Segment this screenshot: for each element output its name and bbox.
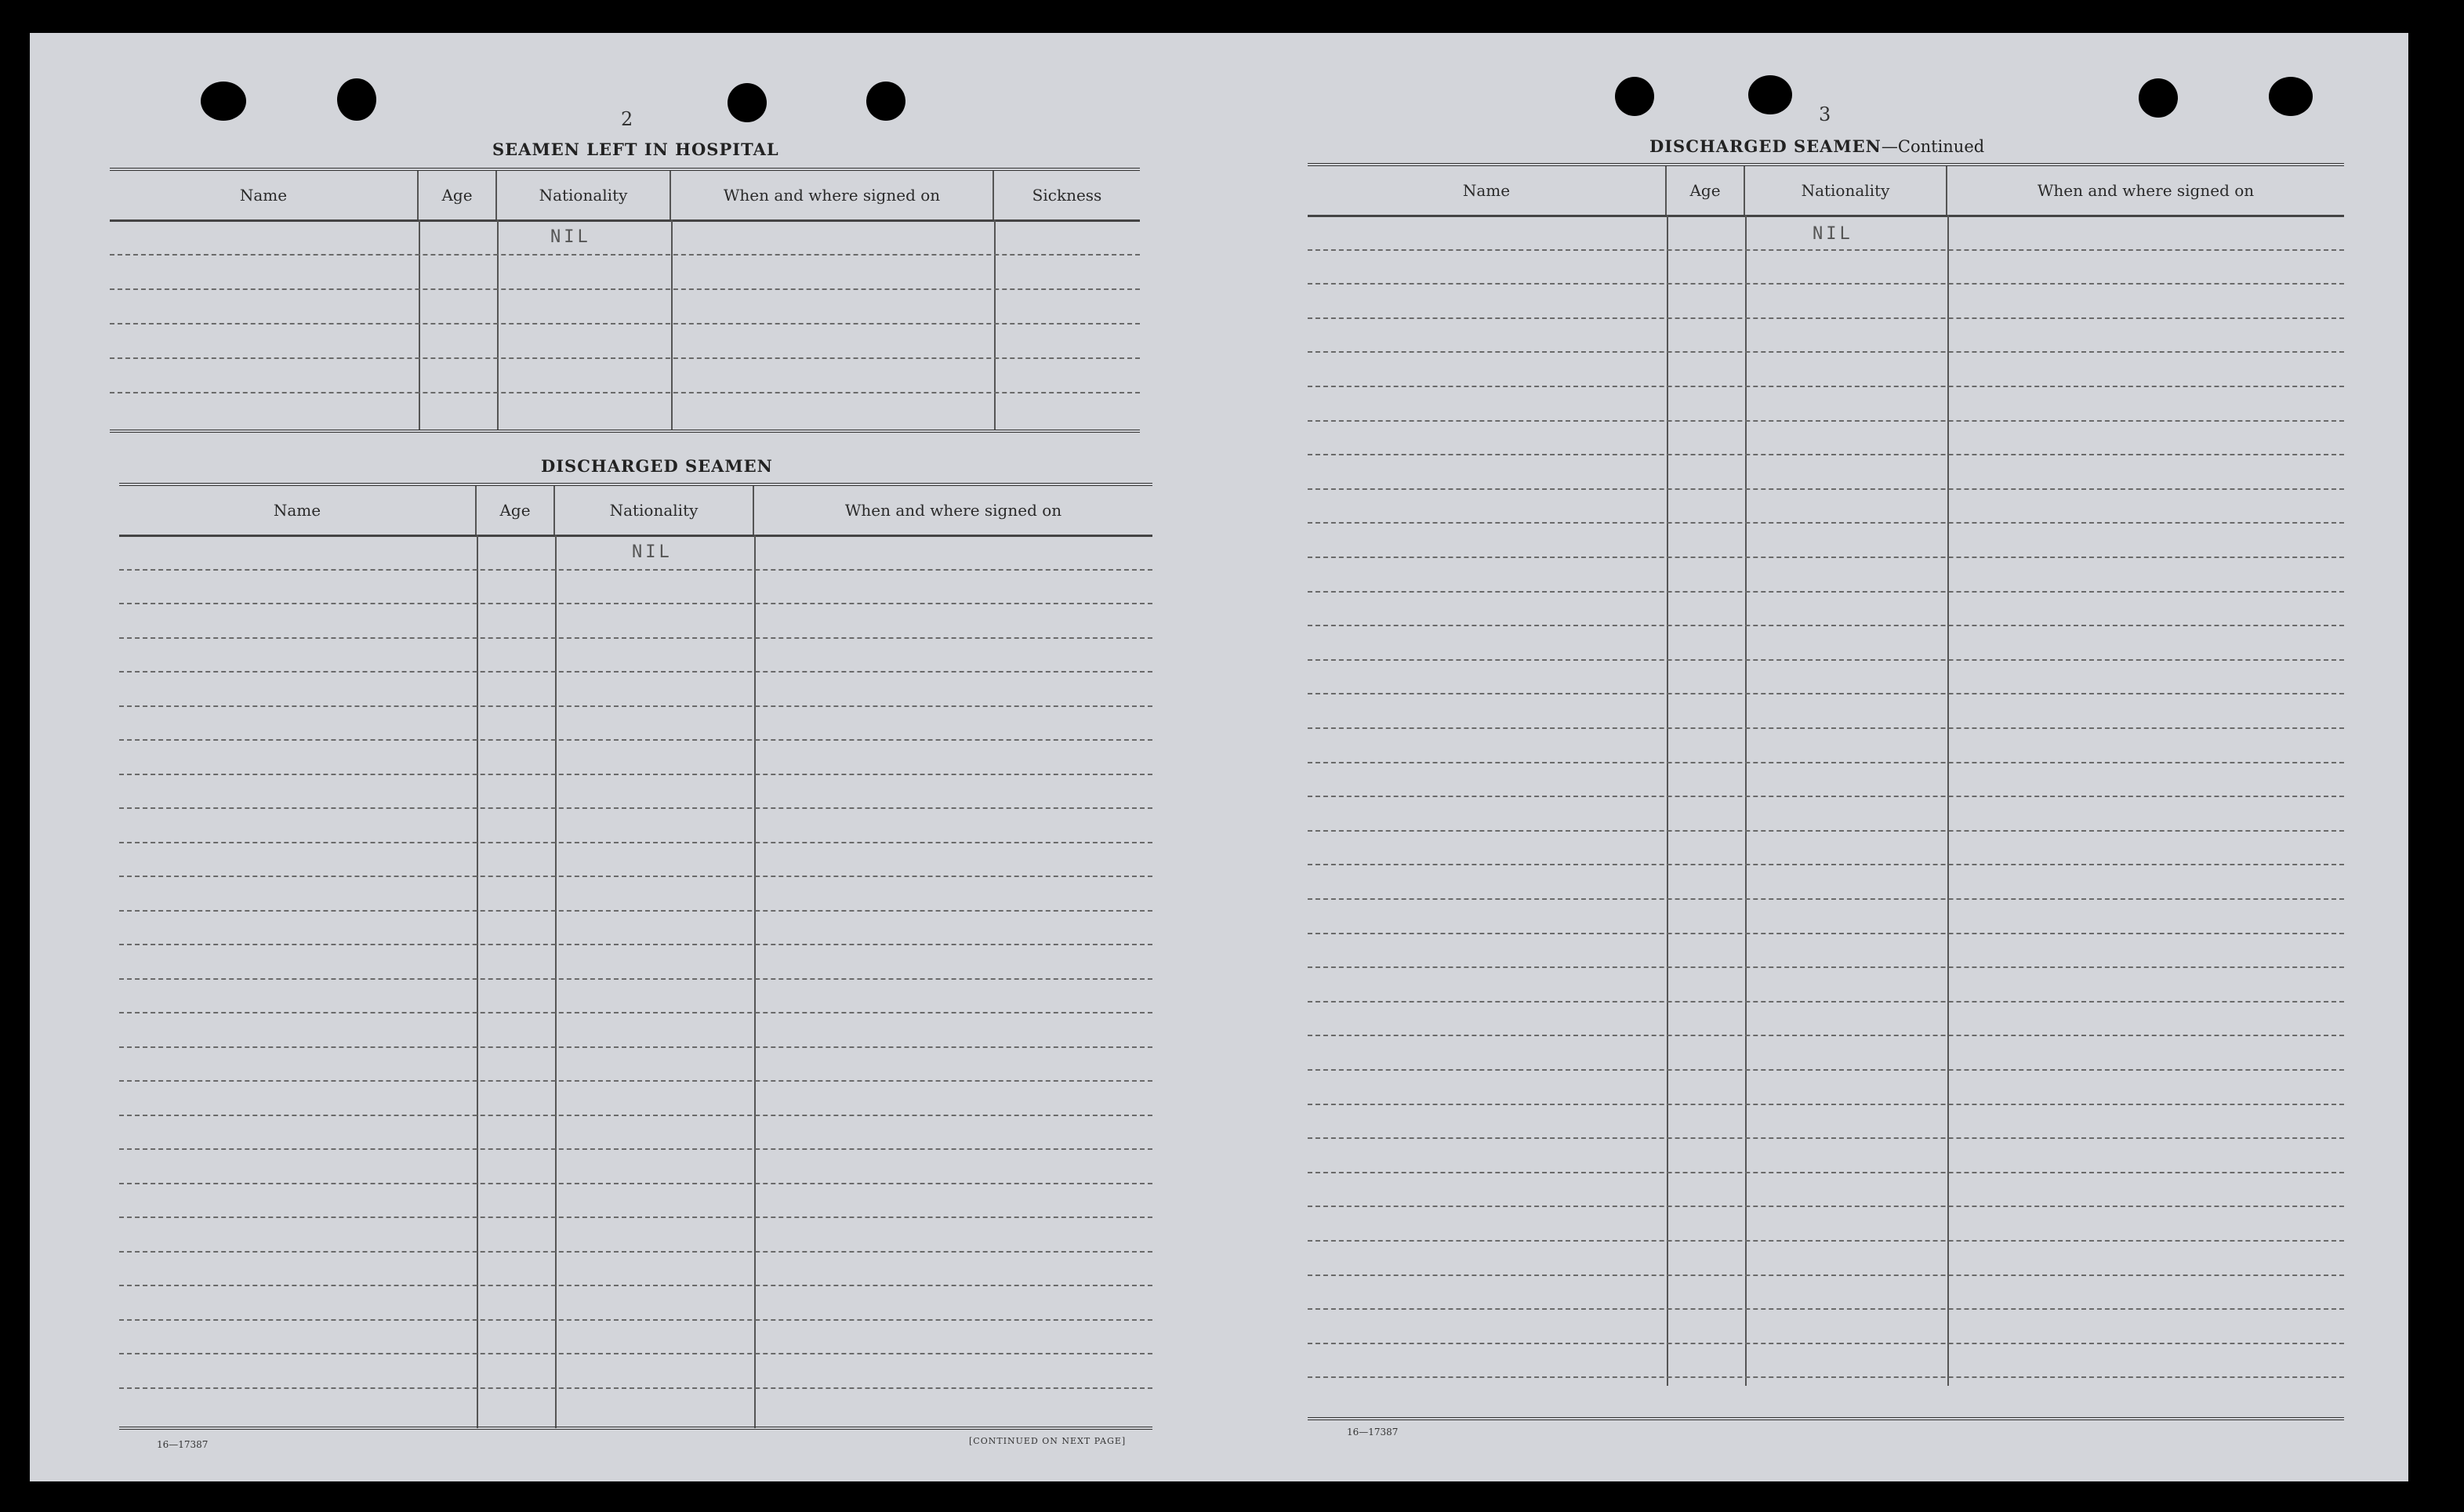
table-row [119, 637, 1152, 673]
column-header-age: Age [419, 171, 497, 219]
table-row [119, 1115, 1152, 1151]
table-row [1308, 1104, 2344, 1140]
form-code-right: 16—17387 [1347, 1427, 1399, 1438]
discharged-continued-header [1308, 166, 2344, 217]
table-row [1308, 1343, 2344, 1379]
table-row [1308, 591, 2344, 627]
discharged-continued-rows [1308, 215, 2344, 1386]
table-row [1308, 1137, 2344, 1173]
table-row [110, 288, 1140, 325]
table-row [119, 705, 1152, 741]
column-header-name: Name [110, 171, 419, 219]
punch-hole [337, 78, 376, 121]
discharged-continued-title-main: DISCHARGED SEAMEN [1649, 136, 1882, 156]
column-header-name: Name [119, 486, 477, 535]
table-bottom-rule [119, 1427, 1152, 1430]
table-row [1308, 557, 2344, 593]
table-row [119, 739, 1152, 775]
table-row [119, 944, 1152, 980]
table-row [1308, 1206, 2344, 1242]
punch-hole [201, 82, 246, 121]
form-code-left: 16—17387 [157, 1439, 209, 1450]
table-row [119, 774, 1152, 810]
column-header-nationality: Nationality [497, 171, 671, 219]
table-row [119, 910, 1152, 946]
hospital-table [110, 168, 1140, 434]
column-header-name: Name [1308, 166, 1667, 215]
continued-note: [CONTINUED ON NEXT PAGE] [969, 1436, 1127, 1446]
discharged-continued-title [1649, 136, 1984, 156]
table-row [119, 1319, 1152, 1355]
table-row [119, 1285, 1152, 1321]
table-row [1308, 1308, 2344, 1344]
table-row [1308, 454, 2344, 490]
table-row [1308, 1240, 2344, 1276]
table-row [1308, 283, 2344, 319]
table-row [1308, 1035, 2344, 1071]
discharged-table [119, 483, 1152, 1431]
table-row [1308, 659, 2344, 695]
hospital-section-title: SEAMEN LEFT IN HOSPITAL [492, 140, 779, 159]
table-row [1308, 933, 2344, 969]
table-row [1308, 625, 2344, 661]
table-row [1308, 693, 2344, 729]
table-row [1308, 966, 2344, 1003]
punch-hole [1615, 77, 1654, 116]
table-row [1308, 796, 2344, 832]
table-row [119, 842, 1152, 878]
table-bottom-rule [1308, 1417, 2344, 1420]
table-row [1308, 830, 2344, 866]
table-row [1308, 727, 2344, 763]
punch-hole [2269, 77, 2313, 116]
column-header-age: Age [477, 486, 555, 535]
table-row [110, 323, 1140, 359]
table-row [110, 254, 1140, 290]
page-number-right: 3 [1819, 103, 1831, 125]
table-row [119, 978, 1152, 1014]
discharged-nil-entry: NIL [632, 542, 673, 562]
table-row [119, 1148, 1152, 1184]
document-sheet [30, 33, 2408, 1481]
table-row [119, 603, 1152, 639]
table-row [1308, 1001, 2344, 1037]
table-row [119, 1046, 1152, 1082]
column-header-signed-on: When and where signed on [2037, 181, 2255, 200]
table-row [1308, 864, 2344, 900]
table-row [119, 1012, 1152, 1048]
table-row [119, 1251, 1152, 1287]
table-row [1308, 386, 2344, 422]
table-row [1308, 1172, 2344, 1208]
table-row [1308, 1069, 2344, 1105]
table-row [1308, 488, 2344, 524]
table-row [119, 1183, 1152, 1219]
column-header-sickness: Sickness [1032, 186, 1102, 205]
punch-hole [2139, 78, 2178, 118]
table-row [1308, 1275, 2344, 1311]
table-row [1308, 522, 2344, 558]
table-row [1308, 351, 2344, 387]
discharged-continued-suffix: —Continued [1881, 137, 1985, 156]
table-row [110, 357, 1140, 393]
table-row [119, 671, 1152, 707]
discharged-continued-nil-entry: NIL [1813, 224, 1853, 244]
column-header-nationality: Nationality [1745, 166, 1947, 215]
table-row [119, 1353, 1152, 1389]
table-row [1308, 249, 2344, 285]
hospital-table-header [110, 171, 1140, 222]
table-row [1308, 898, 2344, 934]
table-row [119, 807, 1152, 843]
column-header-signed-on: When and where signed on [671, 171, 994, 219]
punch-hole [866, 82, 905, 121]
page-number-left: 2 [621, 108, 633, 130]
hospital-nil-entry: NIL [550, 227, 591, 247]
discharged-section-title: DISCHARGED SEAMEN [541, 456, 773, 476]
column-header-nationality: Nationality [555, 486, 754, 535]
table-row [110, 219, 1140, 256]
table-row [1308, 762, 2344, 798]
column-header-signed-on: When and where signed on [844, 501, 1062, 520]
table-row [119, 569, 1152, 605]
table-row [1308, 317, 2344, 354]
table-row [1308, 420, 2344, 456]
table-bottom-rule [110, 430, 1140, 433]
punch-hole [1748, 75, 1792, 114]
discharged-table-header [119, 486, 1152, 537]
table-row [119, 876, 1152, 912]
table-row [119, 1080, 1152, 1116]
discharged-continued-table [1308, 163, 2344, 1417]
table-row [119, 1216, 1152, 1253]
hospital-rows [110, 219, 1140, 430]
column-header-age: Age [1667, 166, 1745, 215]
punch-hole [728, 83, 767, 122]
discharged-rows [119, 535, 1152, 1428]
